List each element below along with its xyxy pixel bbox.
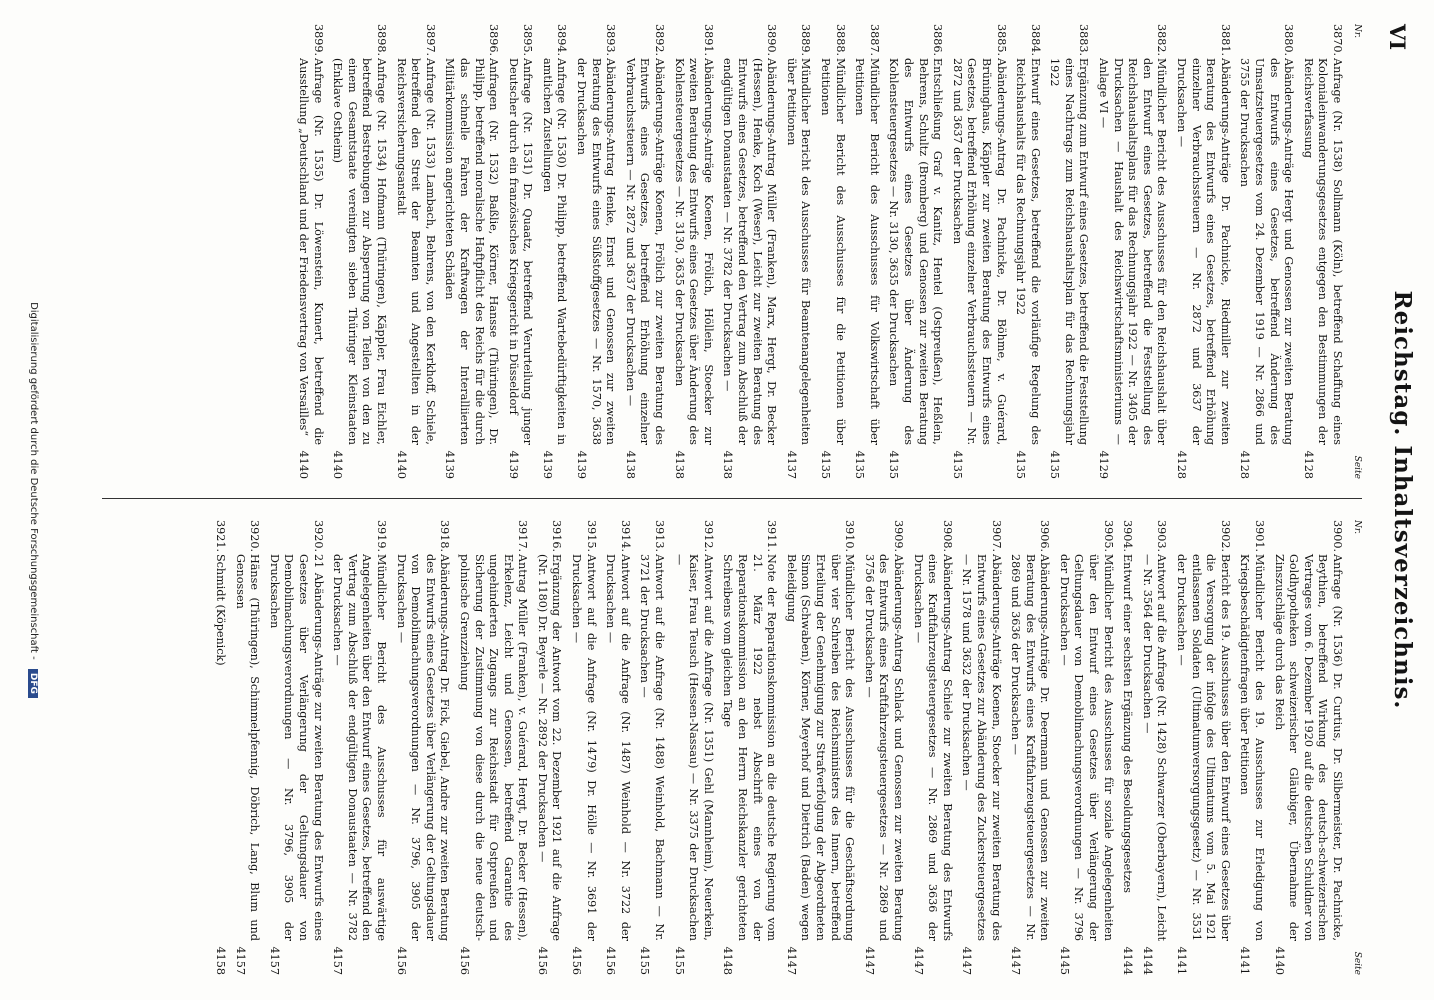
entry-number: 3920.: [311, 520, 325, 553]
entry-text: Anfrage (Nr. 1531) Dr. Quaatz, betreffend Verurteilung junger Deutscher durch ein französisches Kriegsgericht in Düsseldorf: [506, 58, 535, 445]
entry-page: 4155: [672, 946, 686, 975]
left-column: [102, 24, 1362, 479]
entry-number: 3912.: [701, 520, 715, 553]
entry-page: 4135: [819, 450, 832, 479]
entry-page: 4135: [950, 450, 964, 479]
entry-number: 3918.: [438, 520, 452, 553]
entry-text: Abänderungs-Antrag Schlack und Genossen zur zweiten Beratung des Entwurfs eines Kraftfahrzeugsteuergesetzes — Nr. 2869 und 3756 der Drucksachen —: [862, 554, 905, 941]
index-entry: [569, 520, 598, 975]
entry-list-right: [212, 520, 1344, 975]
index-entry: [1300, 24, 1344, 479]
entry-list-left: [295, 24, 1344, 479]
entry-text: Mündlicher Bericht des Ausschusses für auswärtige Angelegenheiten über den Entwurf eines Gesetzes, betreffend den Vertrag zum Abschluß der endgültigen Donaustaaten — Nr. 3782 der Drucksachen —: [331, 554, 388, 941]
index-entry: [1047, 24, 1091, 479]
index-entry: [212, 520, 227, 975]
entry-text: Entwurf eines Gesetzes, betreffend die vorläufige Regelung des Reichshaushalts für das Rechnungsjahr 1922: [1014, 58, 1042, 445]
entry-text: Anfrage (Nr. 1534) Hofmann (Thüringen), Käppler, Frau Eichler, betreffend Bestrebungen zur Absperrung von Teilen von den zu einem Gesamtstaate vereinigten sieben Thüringer Kleinstaaten (Enklave Ostheim): [331, 58, 388, 445]
entry-number: 3907.: [989, 520, 1003, 553]
entry-text: Ergänzung der Antwort vom 22. Dezember 1921 auf die Anfrage (Nr. 1180) Dr. Beyerle — Nr. 2892 der Drucksachen —: [535, 554, 564, 941]
page-number: VI: [1385, 24, 1410, 51]
entry-text: Mündlicher Bericht des Ausschusses für die Petitionen über Petitionen: [819, 58, 847, 445]
entry-number: 3883.: [1077, 24, 1091, 57]
entry-text: Anfrage (Nr. 1535) Dr. Löwenstein, Kunert, betreffend die Ausstellung „Deutschland und der Friedensvertrag von Versailles“: [297, 58, 325, 445]
entry-number: 3880.: [1282, 24, 1296, 57]
entry-text: Anfrage (Nr. 1530) Dr. Philipp, betreffend Wartebedürftigkeiten in amtlichen Zustellungen: [540, 58, 569, 445]
entry-page: 4145: [1057, 946, 1071, 975]
credit-text: Digitalisierung gefördert durch die Deutsche Forschungsgemeinschaft -: [28, 302, 39, 660]
entry-page: 4135: [1014, 450, 1028, 479]
entry-text: Abänderungs-Antrag Dr. Fick, Giebel, Andre zur zweiten Beratung des Entwurfs eines Gesetzes über Verlängerung der Geltungsdauer von Demobilmachungsverordnungen — Nr. 3796, 3905 der Drucksachen —: [394, 554, 452, 941]
column-header: [1352, 520, 1362, 975]
entry-number: 3882.: [1155, 24, 1169, 57]
entry-text: Antwort auf die Anfrage (Nr. 1479) Dr. Hölle — Nr. 3691 der Drucksachen —: [570, 554, 598, 941]
entry-number: 3909.: [891, 520, 905, 553]
entry-page: 4138: [721, 450, 735, 479]
entry-number: 3887.: [867, 24, 881, 57]
entry-text: Abänderungs-Anträge Koenen, Frölich, Höllein, Stoecker zur zweiten Beratung des Entwurfs eines Gesetzes über Änderung des Kohlensteuergesetzes — Nr. 3130, 3635 der Drucksachen: [672, 58, 715, 445]
entry-page: 4155: [638, 946, 652, 975]
entry-page: 4156: [604, 946, 618, 975]
index-entry: [603, 520, 632, 975]
index-entry: [232, 520, 261, 975]
index-entry: [1120, 520, 1135, 975]
index-entry: [783, 24, 812, 479]
entry-text: 21 Abänderungs-Anträge zur zweiten Beratung des Entwurfs eines Gesetzes über Verlängerung der Geltungsdauer von Demobilmachungsverordnungen — Nr. 3796, 3905 der Drucksachen: [267, 554, 325, 941]
index-entry: [266, 520, 324, 975]
right-column: [102, 520, 1362, 975]
entry-text: Abänderungs-Anträge Koenen, Frölich zur zweiten Beratung des Entwurfs eines Gesetzes, betreffend Erhöhung einzelner Verbrauchssteuern — Nr. 2872 und 3637 der Drucksachen —: [623, 58, 667, 445]
entry-number: 3891.: [701, 24, 715, 57]
entry-number: 3911.: [765, 520, 779, 553]
entry-number: 3913.: [653, 520, 667, 553]
entry-text: Bericht des 19. Ausschusses über den Entwurf eines Gesetzes über die Versorgung der infolge des Ultimatums vom 5. Mai 1921 entlassenen Soldaten (Ultimatumversorgungsgesetz) — Nr. 3531 der Drucksachen —: [1175, 554, 1232, 941]
entry-text: Abänderungs-Anträge Dr. Deermann und Genossen zur zweiten Beratung des Entwurfs eines Kraftfahrzeugsteuergesetzes — Nr. 2869 und 3636 der Drucksachen —: [1009, 554, 1052, 941]
index-entry: [295, 24, 324, 479]
entry-number: 3897.: [423, 24, 437, 57]
entry-page: 4144: [1121, 946, 1135, 975]
entry-text: Mündlicher Bericht des Ausschusses für Volkswirtschaft über Petitionen: [853, 58, 881, 445]
index-entry: [1237, 520, 1266, 975]
entry-number: 3919.: [374, 520, 388, 553]
entry-text: Abänderungs-Anträge Dr. Pachnicke, Riedmiller zur zweiten Beratung des Entwurfs eines Gesetzes, betreffend Erhöhung einzelner Verbrauchssteuern — Nr. 2872 und 3637 der Drucksachen —: [1175, 58, 1232, 445]
entry-text: Mündlicher Bericht des Ausschusses für Beamtenangelegenheiten über Petitionen: [784, 58, 813, 445]
entry-number: 3892.: [653, 24, 667, 57]
entry-number: 3899.: [311, 24, 325, 57]
entry-number: 3910.: [843, 520, 857, 553]
index-entry: [1173, 520, 1231, 975]
index-entry: [1271, 520, 1344, 975]
entry-page: 4141: [1238, 946, 1252, 975]
entry-text: Abänderungs-Antrag Müller (Franken), Marx, Hergt, Dr. Becker (Hessen), Henke, Koch (Weser), Leicht zur zweiten Beratung des Entwurfs eines Gesetzes, betreffend den Vertrag zum Abschluß der endgültigen Donaustaaten — Nr. 3782 der Drucksachen —: [721, 58, 779, 445]
entry-number: 3904.: [1121, 520, 1135, 553]
entry-page: 4135: [853, 450, 867, 479]
index-entry: [1008, 520, 1052, 975]
index-entry: [574, 24, 618, 479]
entry-text: Schmidt (Köpenick): [214, 554, 228, 666]
index-entry: [637, 520, 666, 975]
index-entry: [886, 24, 944, 479]
entry-text: Mündlicher Bericht des 19. Ausschusses zur Erledigung von Kriegsbeschädigtenfragen über Petitionen: [1238, 554, 1267, 941]
entry-number: 3889.: [799, 24, 813, 57]
entry-text: Mündlicher Bericht des Ausschusses für die Geschäftsordnung über vier Schreiben des Reichsministers des Innern, betreffend Erteilung der Genehmigung zur Strafverfolgung der Abgeordneten Simon (Schwaben), Körner, Meyerhof und Dietrich (Baden) wegen Beleidigung: [784, 554, 857, 941]
index-entry: [330, 520, 388, 975]
entry-number: 3896.: [487, 24, 501, 57]
index-entry: [539, 24, 568, 479]
entry-text: Entwurf einer sechsten Ergänzung des Besoldungsgesetzes: [1121, 554, 1135, 893]
entry-number: 3888.: [833, 24, 847, 57]
entry-page: 4148: [721, 946, 735, 975]
entry-number: 3870.: [1331, 24, 1344, 57]
entry-page: 4139: [575, 450, 589, 479]
entry-page: 4128: [1301, 450, 1315, 479]
entry-page: 4139: [506, 450, 520, 479]
entry-page: 4156: [535, 946, 549, 975]
index-entry: [393, 520, 451, 975]
entry-page: 4156: [394, 946, 408, 975]
entry-number: 3884.: [1028, 24, 1042, 57]
entry-page: 4147: [784, 946, 798, 975]
entry-number: 3916.: [550, 520, 564, 553]
entry-page: 4141: [1175, 946, 1189, 975]
column-header: [1352, 24, 1362, 479]
entry-page: 4157: [331, 946, 345, 975]
entry-number: 3893.: [604, 24, 618, 57]
entry-number: 3921.: [214, 520, 228, 553]
entry-page: 4144: [1140, 946, 1154, 975]
entry-page: 4157: [233, 946, 247, 975]
index-entry: [1056, 520, 1114, 975]
index-entry: [456, 520, 529, 975]
entry-text: Antwort auf die Anfrage (Nr. 1487) Weinhold — Nr. 3722 der Drucksachen —: [604, 554, 632, 941]
entry-number: 3905.: [1101, 520, 1115, 553]
entry-page: 4156: [457, 946, 471, 975]
page-title: Reichstag. Inhaltsverzeichnis.: [1389, 290, 1416, 710]
index-entry: [1139, 520, 1168, 975]
index-entry: [783, 520, 856, 975]
index-entry: [330, 24, 388, 479]
seite-header: Seite: [1352, 455, 1362, 479]
entry-number: 3886.: [931, 24, 945, 57]
entry-page: 4135: [887, 450, 901, 479]
entry-page: 4137: [784, 450, 798, 479]
entry-page: 4138: [672, 450, 686, 479]
entry-page: 4128: [1175, 450, 1189, 479]
entry-number: 3920.: [248, 520, 262, 553]
entry-text: Mündlicher Bericht des Ausschusses für den Reichshaushalt über den Entwurf eines Gesetzes, betreffend die Feststellung des Reichshaushaltsplans für das Rechnungsjahr 1922 — Nr. 3405 der Drucksachen — Haushalt des Reichswirtschaftsministeriums — Anlage VI —: [1097, 58, 1169, 445]
entry-text: Mündlicher Bericht des Ausschusses für soziale Angelegenheiten über den Entwurf eines Gesetzes über Verlängerung der Geltungsdauer von Demobilmachungsverordnungen — Nr. 3796 der Drucksachen —: [1057, 554, 1115, 941]
entry-page: 4139: [540, 450, 554, 479]
entry-number: 3903.: [1155, 520, 1169, 553]
entry-number: 3898.: [374, 24, 388, 57]
entry-page: 4139: [443, 450, 457, 479]
index-entry: [534, 520, 563, 975]
entry-text: Abänderungs-Antrag Dr. Pachnicke, Dr. Böhme, v. Guérard, Brüninghaus, Käppler zur zweiten Beratung des Entwurfs eines Gesetzes, betreffend Erhöhung einzelner Verbrauchssteuern — Nr. 2872 und 3637 der Drucksachen: [950, 58, 1008, 445]
index-entry: [1173, 24, 1231, 479]
dfg-logo: DFG: [28, 669, 38, 698]
entry-text: Abänderungs-Antrag Schiele zur zweiten Beratung des Entwurfs eines Kraftfahrzeugsteuergesetzes — Nr. 2869 und 3636 der Drucksachen —: [911, 554, 954, 941]
index-entry: [622, 24, 666, 479]
entry-page: 4135: [1048, 450, 1062, 479]
index-entry: [910, 520, 954, 975]
entry-page: 4128: [1238, 450, 1252, 479]
entry-number: 3895.: [521, 24, 535, 57]
entry-number: 3881.: [1218, 24, 1232, 57]
nr-header: Nr.: [1352, 24, 1362, 39]
entry-number: 3914.: [618, 520, 632, 553]
entry-text: Hänse (Thüringen), Schimmelpfennig, Döbrich, Lang, Blum und Genossen: [233, 554, 262, 941]
index-entry: [817, 24, 846, 479]
nr-header: Nr.: [1352, 520, 1362, 535]
index-entry: [852, 24, 881, 479]
entry-text: Antrag Müller (Franken), v. Guérard, Hergt, Dr. Becker (Hessen), Erkelenz, Leicht und Genossen, betreffend Garantie des ungehinderten Zugangs zur Reichsstadt für Ostpreußen und Sicherung der Zustimmung von diese durch die neue deutsch-polnische Grenzziehung: [457, 554, 530, 941]
digitization-credit: [28, 0, 39, 1000]
entry-number: 3915.: [584, 520, 598, 553]
entry-text: Note der Reparationskommission an die deutsche Regierung vom 21. März 1922 nebst Abschrift eines von der Reparationskommission an den Herrn Reichskanzler gerichteten Schreibens vom gleichen Tage: [721, 554, 779, 941]
entry-text: Ergänzung zum Entwurf eines Gesetzes, betreffend die Feststellung eines Nachtrags zum Reichshaushaltsplan für das Rechnungsjahr 1922: [1048, 58, 1091, 445]
entry-text: Anfrage (Nr. 1538) Sollmann (Köln), betreffend Schaffung eines Kolonialeinwanderungsgesetzes entgegen den Bestimmungen der Reichsverfassung: [1301, 58, 1344, 445]
entry-page: 4129: [1097, 450, 1111, 479]
entry-text: Anfragen (Nr. 1532) Baßlie, Körner, Hansse (Thüringen), Dr. Philipp, betreffend moralische Haftpflicht des Reichs für die durch das schnelle Fahren der Kraftwagen der Interalliierten Militärkommission angerichteten Schäden: [443, 58, 501, 445]
index-entry: [720, 520, 778, 975]
entry-page: 4157: [267, 946, 281, 975]
index-entry: [442, 24, 500, 479]
index-entry: [1096, 24, 1169, 479]
entry-page: 4147: [1009, 946, 1023, 975]
seite-header: Seite: [1352, 951, 1362, 975]
entry-text: Abänderungs-Anträge Hergt und Genossen zur zweiten Beratung des Entwurfs eines Gesetzes, betreffend Änderung des Umsatzsteuergesetzes vom 24. Dezember 1919 — Nr. 2866 und 3755 der Drucksachen: [1238, 58, 1296, 445]
entry-number: 3900.: [1331, 520, 1344, 553]
index-entry: [671, 24, 715, 479]
index-entry: [505, 24, 534, 479]
entry-text: Entschließung Graf v. Kanitz, Hentel (Ostpreußen), Heßlein, Behrens, Schultz (Bromberg) und Genossen zur zweiten Beratung des Entwurfs eines Gesetzes über Änderung des Kohlensteuergesetzes — Nr. 3130, 3635 der Drucksachen: [887, 58, 945, 445]
entry-text: Abänderungs-Antrag Henke, Ernst und Genossen zur zweiten Beratung des Entwurfs eines Süßstoffgesetzes — Nr. 1570, 3638 der Drucksachen: [575, 58, 618, 445]
entry-text: Abänderungs-Anträge Koenen, Stoecker zur zweiten Beratung des Entwurfs eines Gesetzes zur Abänderung des Zuckersteuergesetzes — Nr. 1578 und 3632 der Drucksachen —: [960, 554, 1003, 941]
column-divider: [102, 498, 1362, 499]
entry-page: 4140: [394, 450, 408, 479]
entry-number: 3890.: [765, 24, 779, 57]
entry-text: Anfrage (Nr. 1536) Dr. Curtius, Dr. Silbermeister, Dr. Pachnicke, Beythien, betreffend Wirkung des deutsch-schweizerischen Vertrages vom 6. Dezember 1920 auf die deutschen Schuldner von Goldhypotheken schweizerischer Gläubiger, Übernahme der Zinszuschläge durch das Reich: [1272, 554, 1344, 941]
index-entry: [949, 24, 1007, 479]
entry-text: Anfrage (Nr. 1533) Lambach, Behrens, von den Kerkhoff, Schiele, betreffend den Streit der Beamten und Angestellten in der Reichsversicherungsanstalt: [394, 58, 437, 445]
index-entry: [393, 24, 437, 479]
entry-page: 4156: [570, 946, 584, 975]
index-entry: [1013, 24, 1042, 479]
entry-page: 4140: [331, 450, 345, 479]
entry-number: 3917.: [516, 520, 530, 553]
entry-page: 4140: [1272, 946, 1286, 975]
entry-page: 4140: [297, 450, 310, 479]
index-entry: [671, 520, 715, 975]
entry-page: 4147: [911, 946, 925, 975]
entry-page: 4158: [214, 946, 228, 975]
entry-number: 3894.: [555, 24, 569, 57]
entry-text: Antwort auf die Anfrage (Nr. 1351) Gehl (Mannheim), Neuerkein, Kaiser, Frau Teusch (Hessen-Nassau) — Nr. 3375 der Drucksachen —: [672, 554, 715, 941]
entry-page: 4147: [960, 946, 974, 975]
index-entry: [720, 24, 778, 479]
entry-number: 3906.: [1038, 520, 1052, 553]
entry-number: 3902.: [1218, 520, 1232, 553]
entry-number: 3908.: [940, 520, 954, 553]
index-entry: [1237, 24, 1295, 479]
entry-text: Antwort auf die Anfrage (Nr. 1428) Schwarzer (Oberbayern), Leicht — Nr. 3564 der Drucksachen —: [1140, 554, 1169, 941]
entry-page: 4147: [862, 946, 876, 975]
entry-page: 4138: [623, 450, 637, 479]
entry-number: 3901.: [1253, 520, 1267, 553]
index-entry: [861, 520, 905, 975]
entry-text: Antwort auf die Anfrage (Nr. 1488) Weinhold, Bachmann — Nr. 3721 der Drucksachen —: [638, 554, 667, 941]
entry-number: 3885.: [994, 24, 1008, 57]
index-entry: [959, 520, 1003, 975]
